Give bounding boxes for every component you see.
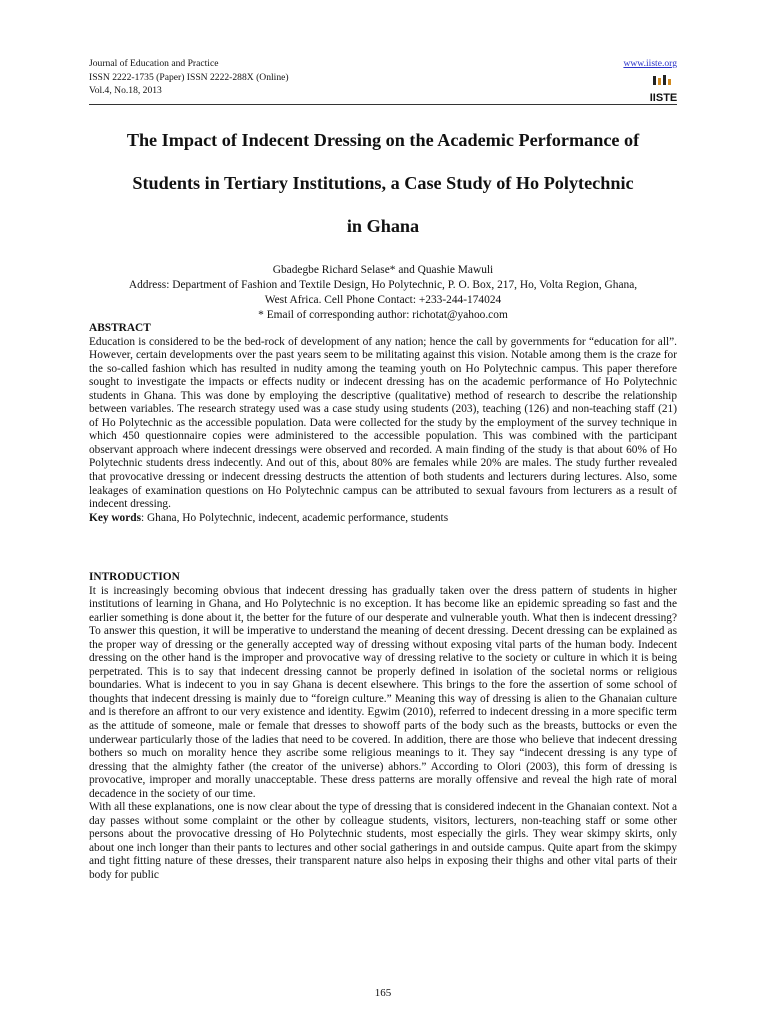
keywords-list: : Ghana, Ho Polytechnic, indecent, academic performance, students [141, 511, 449, 524]
abstract-heading: ABSTRACT [89, 322, 151, 334]
author-block [89, 263, 677, 323]
abstract-section [89, 322, 677, 525]
keywords-label: Key words [89, 511, 141, 524]
iiste-logo-icon [650, 74, 677, 104]
journal-header [89, 57, 677, 105]
author-email: * Email of corresponding author: richotat@yahoo.com [258, 309, 508, 321]
journal-name: Journal of Education and Practice [89, 58, 219, 69]
header-divider [89, 104, 677, 105]
introduction-section [89, 571, 677, 883]
title-line: The Impact of Indecent Dressing on the Academic Performance of [126, 130, 640, 150]
introduction-heading: INTRODUCTION [89, 571, 180, 583]
title-line: in Ghana [346, 216, 420, 236]
issn-line: ISSN 2222-1735 (Paper) ISSN 2222-288X (Online) [89, 71, 289, 83]
author-address: Address: Department of Fashion and Textile Design, Ho Polytechnic, P. O. Box, 217, Ho, Volta Region, Ghana, [128, 279, 638, 291]
title-line: Students in Tertiary Institutions, a Case Study of Ho Polytechnic [132, 173, 634, 193]
keywords-line [89, 512, 677, 526]
website-link[interactable]: www.iiste.org [623, 58, 677, 69]
paper-page [89, 57, 677, 105]
volume-line: Vol.4, No.18, 2013 [89, 85, 162, 96]
paper-title [89, 119, 677, 248]
journal-info [89, 57, 289, 98]
author-names: Gbadegbe Richard Selase* and Quashie Mawuli [272, 264, 494, 276]
author-address-contact: West Africa. Cell Phone Contact: +233-244-174024 [264, 294, 502, 306]
svg-text:IISTE: IISTE [650, 91, 677, 104]
journal-site [623, 57, 677, 108]
page-number: 165 [374, 987, 392, 999]
intro-paragraph-1: It is increasingly becoming obvious that indecent dressing has gradually taken over the dress pattern of students in higher institutions of learning in Ghana, and Ho Polytechnic is no exception. It has become like an epidemic spreading so fast and the earlier something is done about it, the better for the future of our desperate and vulnerable youth. What then is indecent dressing? To answer this question, it will be imperative to understand the meaning of decent dressing. Decent dressing can be explained as the proper way of dressing or the generally accepted way of dressing without exposing vital parts of the human body. Indecent dressing on the other hand is the improper and provocative way of dressing relative to the society or culture in which it is being perpetrated. This is to say that indecent dressing cannot be properly defined in isolation of the societal norms or religious boundaries. What is indecent to you in say Ghana is decent elsewhere. This brings to the fore the assertion of some school of thoughts that indecent dressing is mainly due to “foreign culture.” Meaning this way of dressing is alien to the Ghanaian culture and is therefore an affront to our very existence and identity. Egwim (2010), referred to indecent dressing in a more specific term as the attitude of someone, male or female that dresses to showoff parts of the body such as the breasts, buttocks or even the underwear particularly those of the ladies that need to be covered. In addition, there are those who believe that indecent dressing bothers so much on morality hence they ascribe some religious meanings to it. They say “indecent dressing is any type of dressing that the almighty father (the creator of the universe) abhors.” According to Olori (2003), this form of dressing is provocative, improper and morally unacceptable. These dress patterns are morally offensive and reveal the high rate of moral decadence in the society of our time. [89, 584, 677, 800]
abstract-text: Education is considered to be the bed-rock of development of any nation; hence the call by governments for “education for all”. However, certain developments over the past years seem to be militating against this vision. Notable among them is the craze for the so-called fashion which has resulted in nudity among the teaming youth on Ho Polytechnic campus. This paper therefore sought to investigate the impacts or effects nudity or indecent dressing has on the academic performance of Ho Polytechnic students in Ghana. This was done by employing the descriptive (qualitative) method of research to describe the relationship between variables. The research strategy used was a case study using students (203), teaching (126) and non-teaching staff (21) of Ho Polytechnic as the accessible population. Data were collected for the study by the employment of the survey technique in which 450 questionnaire copies were administered to the accessible population. This was combined with the participant observant approach where indecent dressings were observed and recorded. A main finding of the study is that about 60% of Ho Polytechnic students dress indecently. And out of this, about 80% are females while 20% are males. The study further revealed that provocative dressing or indecent dressing destructs the attention of both students and lecturers during lectures. Also, some leakages of examination questions on Ho Polytechnic campus can be attributed to sexual favours from lecturers as a result of indecent dressing. [89, 335, 677, 511]
intro-paragraph-2: With all these explanations, one is now clear about the type of dressing that is considered indecent in the Ghanaian context. Not a day passes without some complaint or the other by colleague students, visitors, lecturers, non-teaching staff or some other persons about the provocative dressing of Ho Polytechnic students, most especially the girls. They wear skimpy skirts, only about one inch longer than their pants to lectures and other social gatherings in and outside campus. Quite apart from the skimpy and tight fitting nature of these dresses, their transparent nature also helps in exposing their thighs and other vital parts of their body for public [89, 801, 677, 882]
